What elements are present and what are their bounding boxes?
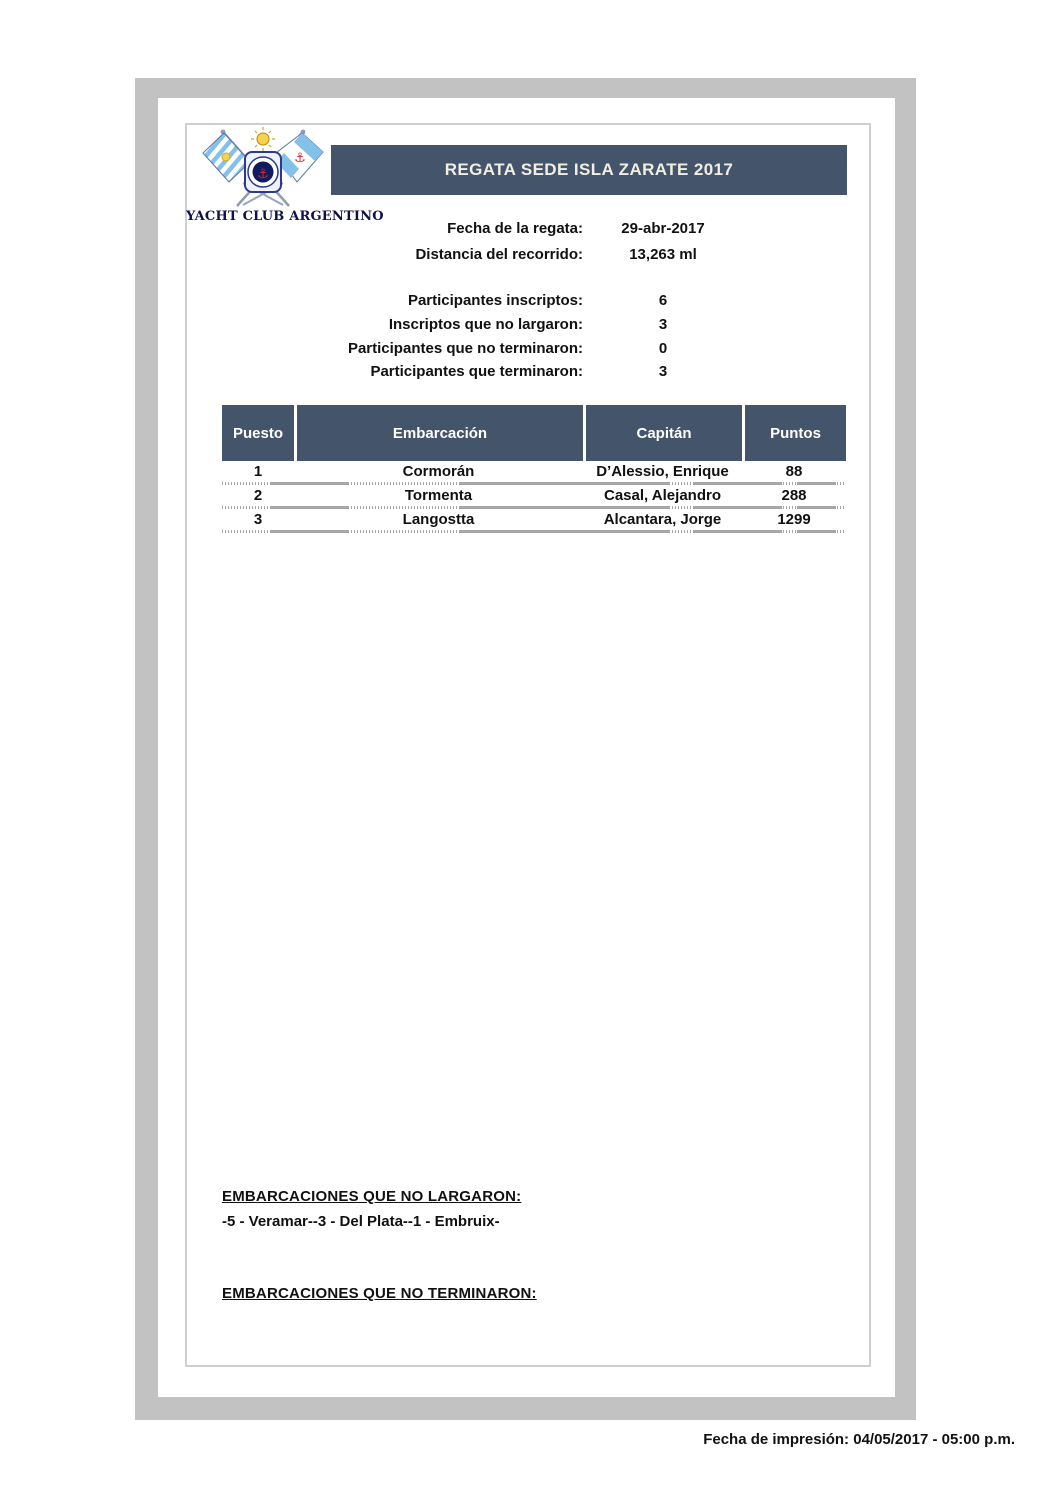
header-puesto: Puesto xyxy=(232,424,283,442)
club-badge-icon xyxy=(245,152,281,192)
cell-capitan: Casal, Alejandro xyxy=(604,487,721,504)
yacht-club-logo-icon xyxy=(193,126,333,210)
header-embarcacion: Embarcación xyxy=(294,405,583,461)
distancia-label: Distancia del recorrido: xyxy=(415,246,583,263)
table-row xyxy=(222,461,846,485)
print-date-footer: Fecha de impresión: 04/05/2017 - 05:00 p.m. xyxy=(703,1431,1015,1448)
inscriptos-no-largaron-label: Inscriptos que no largaron: xyxy=(388,316,583,333)
table-row xyxy=(222,509,846,533)
cell-puntos: 288 xyxy=(781,487,807,504)
cell-embarcacion: Cormorán xyxy=(402,463,475,480)
svg-text:⚓: ⚓ xyxy=(257,167,269,182)
participantes-terminaron-value: 3 xyxy=(658,363,668,380)
header-capitan: Capitán xyxy=(583,405,742,461)
participantes-terminaron-label: Participantes que terminaron: xyxy=(370,363,583,380)
cell-puntos: 88 xyxy=(785,463,803,480)
page-title: REGATA SEDE ISLA ZARATE 2017 xyxy=(444,160,734,179)
title-band xyxy=(331,145,847,195)
participantes-inscriptos-label: Participantes inscriptos: xyxy=(407,292,583,309)
cell-puntos: 1299 xyxy=(777,511,811,528)
results-table xyxy=(222,405,846,533)
cell-embarcacion: Langostta xyxy=(402,511,475,528)
participantes-inscriptos-value: 6 xyxy=(658,292,668,309)
club-name: YACHT CLUB ARGENTINO xyxy=(186,209,384,224)
cell-capitan: Alcantara, Jorge xyxy=(603,511,722,528)
header-puntos: Puntos xyxy=(742,405,846,461)
right-flag-icon xyxy=(276,133,323,182)
fecha-regata-label: Fecha de la regata: xyxy=(447,220,583,237)
content-border xyxy=(185,123,871,1367)
no-largaron-list: -5 - Veramar--3 - Del Plata--1 - Embruix- xyxy=(222,1213,500,1230)
table-row xyxy=(222,485,846,509)
distancia-value: 13,263 ml xyxy=(629,246,697,263)
participantes-no-terminaron-label: Participantes que no terminaron: xyxy=(347,340,583,357)
no-terminaron-heading: EMBARCACIONES QUE NO TERMINARON: xyxy=(222,1285,537,1302)
cell-capitan: D’Alessio, Enrique xyxy=(596,463,729,480)
no-largaron-heading: EMBARCACIONES QUE NO LARGARON: xyxy=(222,1188,522,1205)
cell-puesto: 1 xyxy=(253,463,263,480)
svg-text:⚓: ⚓ xyxy=(294,151,306,166)
participantes-no-terminaron-value: 0 xyxy=(658,340,668,357)
fecha-regata-value: 29-abr-2017 xyxy=(621,220,705,237)
cell-puesto: 2 xyxy=(253,487,263,504)
cell-puesto: 3 xyxy=(253,511,263,528)
left-flag-icon xyxy=(203,133,250,182)
results-table-header xyxy=(222,405,846,461)
sun-icon xyxy=(251,127,275,151)
cell-embarcacion: Tormenta xyxy=(404,487,473,504)
inscriptos-no-largaron-value: 3 xyxy=(658,316,668,333)
